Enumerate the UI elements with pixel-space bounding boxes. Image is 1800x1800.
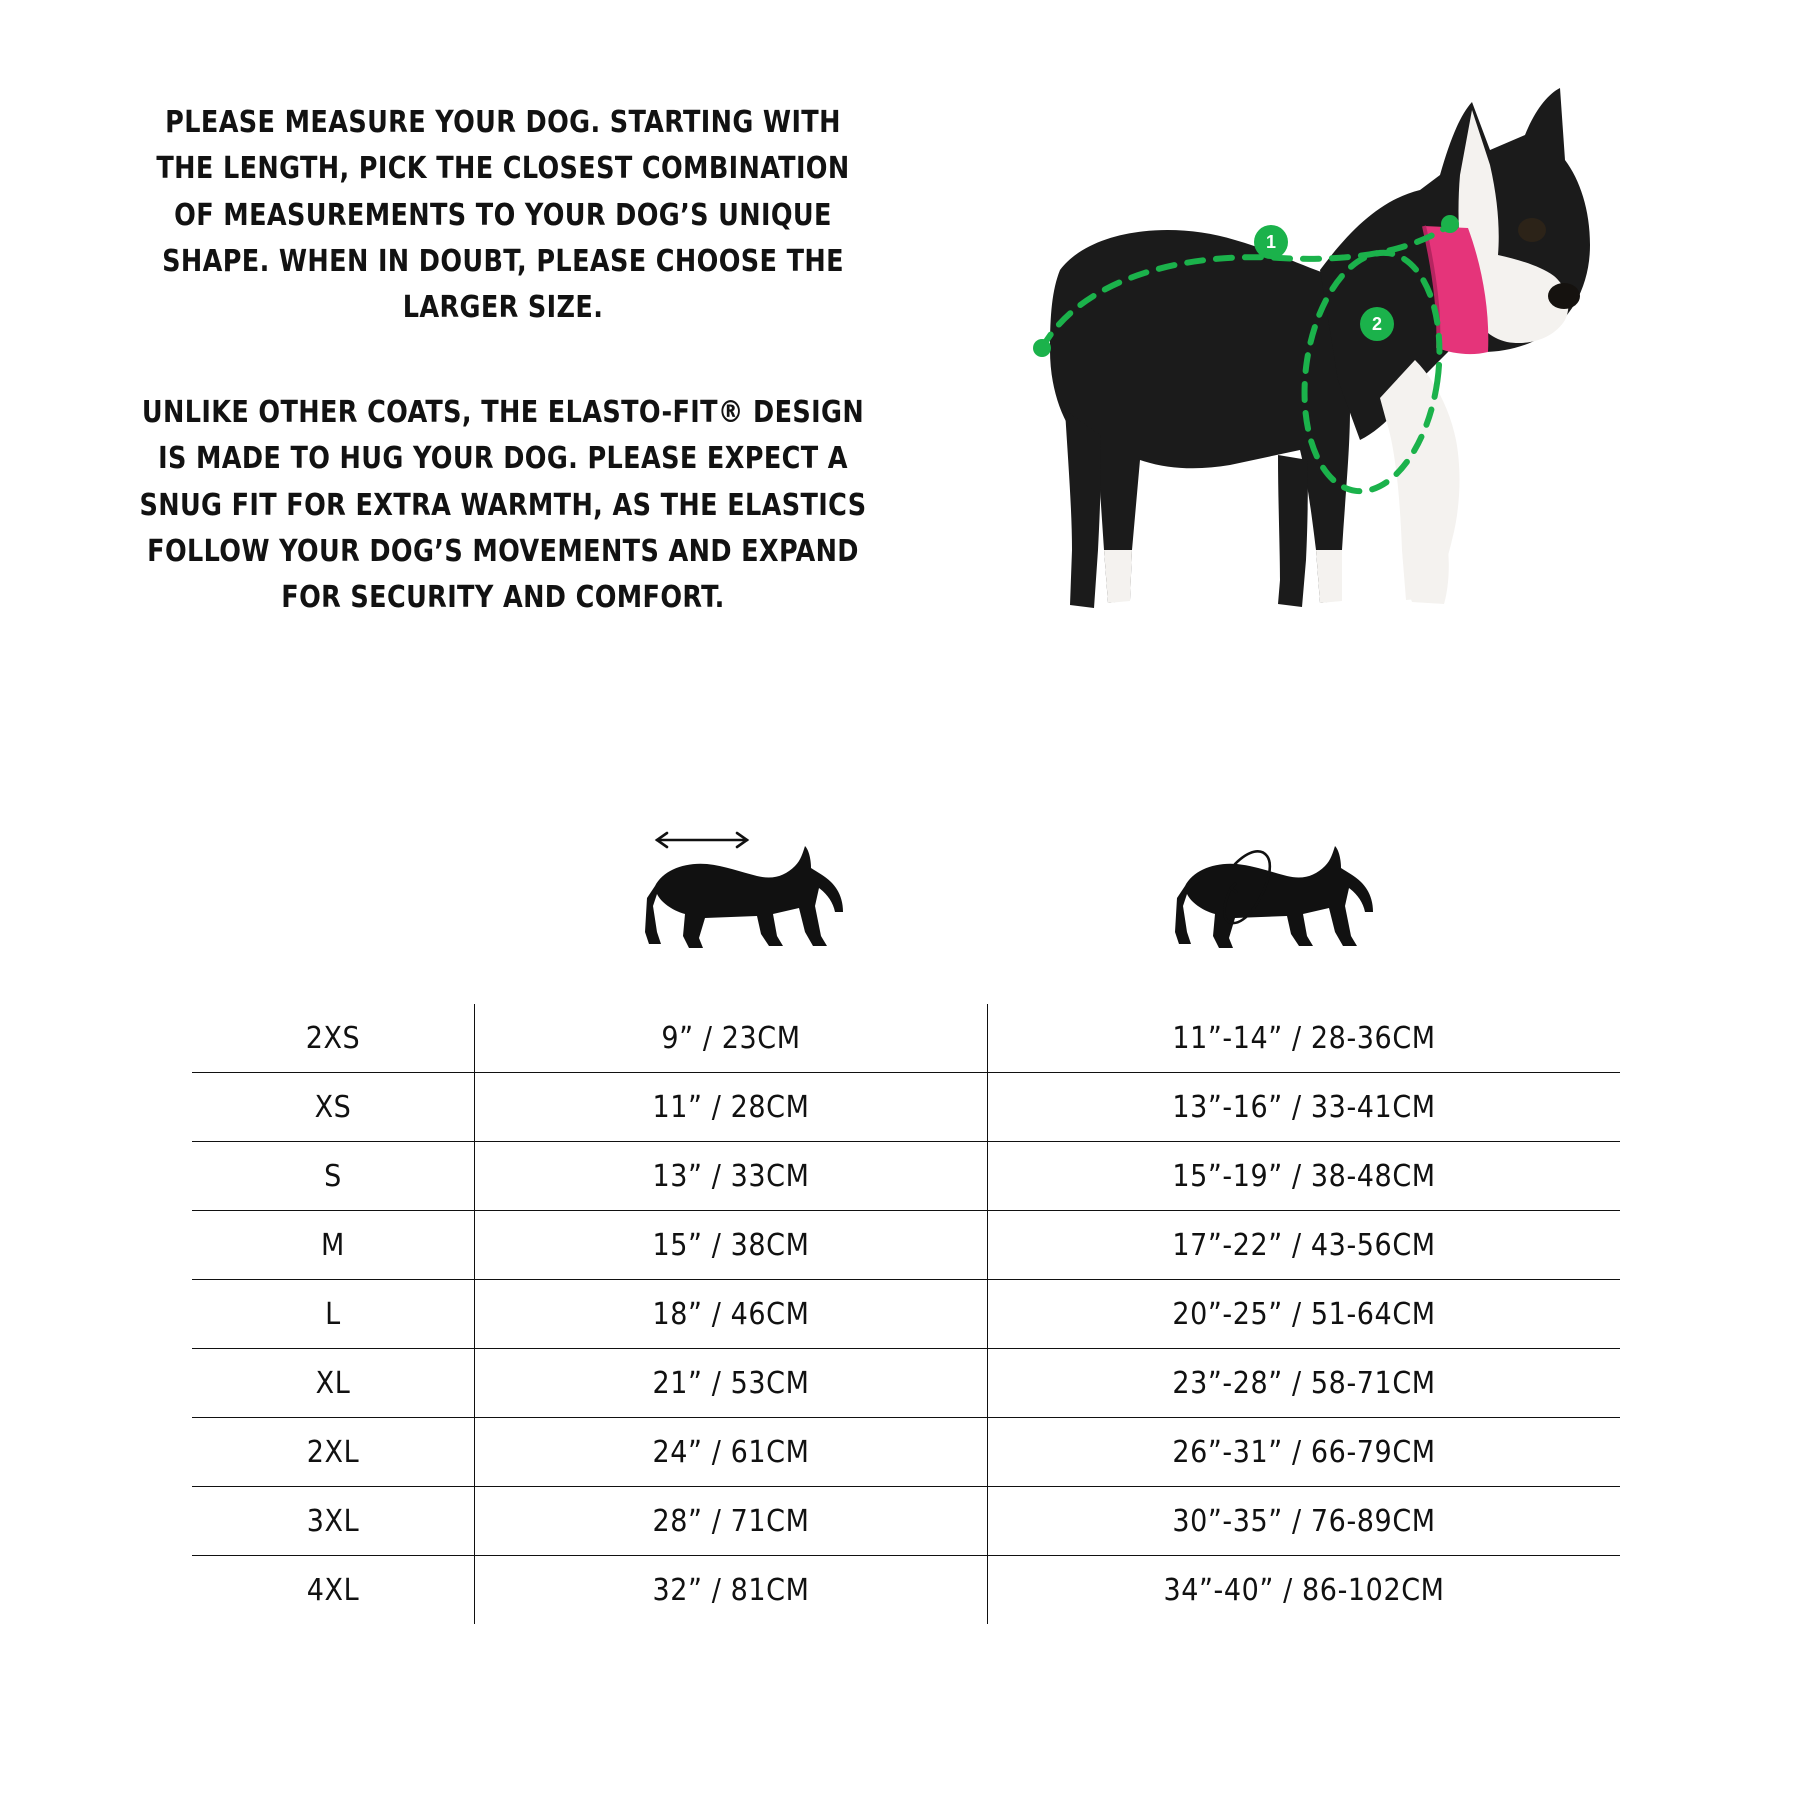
table-row [191, 1142, 1621, 1211]
cell-size: XL [191, 1349, 475, 1418]
dog-photo-illustration [1020, 80, 1640, 700]
cell-girth: 17”-22” / 43-56CM [988, 1211, 1622, 1280]
table-row [191, 1556, 1621, 1626]
instructions-paragraph-1: PLEASE MEASURE YOUR DOG. STARTING WITH THE LENGTH, PICK THE CLOSEST COMBINATION OF MEASUREMENTS TO YOUR DOG’S UNIQUE SHAPE. WHEN IN DOUBT, PLEASE CHOOSE THE LARGER SIZE. [156, 105, 850, 326]
cell-girth: 23”-28” / 58-71CM [988, 1349, 1622, 1418]
cell-length: 15” / 38CM [475, 1211, 988, 1280]
measurement-marker-2: 2 [1360, 307, 1394, 341]
cell-girth: 15”-19” / 38-48CM [988, 1142, 1622, 1211]
dog-length-silhouette-icon [645, 828, 865, 968]
cell-size: M [191, 1211, 475, 1280]
cell-length: 21” / 53CM [475, 1349, 988, 1418]
instructions-paragraph-2: UNLIKE OTHER COATS, THE ELASTO-FIT® DESIGN IS MADE TO HUG YOUR DOG. PLEASE EXPECT A SNUG FIT FOR EXTRA WARMTH, AS THE ELASTICS FOLLOW YOUR DOG’S MOVEMENTS AND EXPAND FOR SECURITY AND COMFORT. [139, 394, 867, 616]
cell-size: L [191, 1280, 475, 1349]
cell-size: S [191, 1142, 475, 1211]
measurement-marker-1: 1 [1254, 225, 1288, 259]
cell-size: 2XL [191, 1418, 475, 1487]
table-row [191, 1418, 1621, 1487]
cell-length: 18” / 46CM [475, 1280, 988, 1349]
cell-length: 9” / 23CM [475, 1003, 988, 1073]
cell-girth: 30”-35” / 76-89CM [988, 1487, 1622, 1556]
table-row [191, 1211, 1621, 1280]
table-row [191, 1349, 1621, 1418]
instructions-section [0, 0, 1800, 790]
cell-length: 11” / 28CM [475, 1073, 988, 1142]
size-chart-table [190, 1002, 1622, 1626]
dog-girth-silhouette-icon [1175, 828, 1395, 968]
cell-girth: 20”-25” / 51-64CM [988, 1280, 1622, 1349]
cell-length: 32” / 81CM [475, 1556, 988, 1626]
table-row [191, 1280, 1621, 1349]
size-chart-table-wrapper [190, 1002, 1610, 1626]
cell-length: 24” / 61CM [475, 1418, 988, 1487]
cell-size: XS [191, 1073, 475, 1142]
silhouette-row [0, 828, 1800, 968]
cell-size: 3XL [191, 1487, 475, 1556]
cell-girth: 11”-14” / 28-36CM [988, 1003, 1622, 1073]
cell-girth: 13”-16” / 33-41CM [988, 1073, 1622, 1142]
cell-length: 13” / 33CM [475, 1142, 988, 1211]
cell-size: 4XL [191, 1556, 475, 1626]
cell-girth: 34”-40” / 86-102CM [988, 1556, 1622, 1626]
table-row [191, 1487, 1621, 1556]
instructions-copy [108, 100, 898, 622]
table-row [191, 1003, 1621, 1073]
cell-size: 2XS [191, 1003, 475, 1073]
table-row [191, 1073, 1621, 1142]
cell-length: 28” / 71CM [475, 1487, 988, 1556]
cell-girth: 26”-31” / 66-79CM [988, 1418, 1622, 1487]
